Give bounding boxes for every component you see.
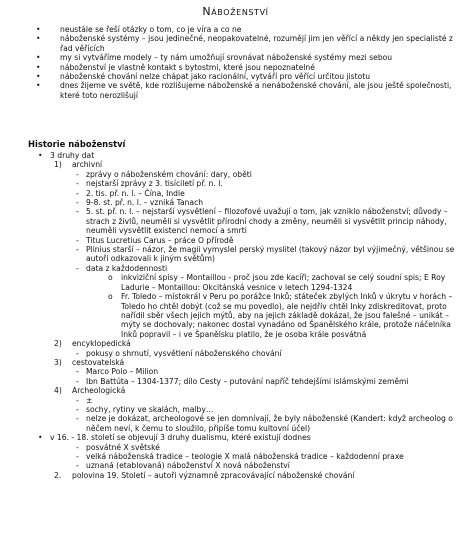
outline-item-text: cestovatelská (72, 357, 125, 367)
page-title: Náboženství (202, 5, 269, 18)
list-marker: - (76, 207, 79, 217)
list-marker: 1) (54, 160, 62, 170)
outline-item-text: Ibn Battúta – 1304-1377; dílo Cesty – putování napříč tehdejšími islámskými zeměmi (86, 376, 409, 386)
outline-item (28, 151, 460, 160)
outline-item (28, 452, 460, 461)
outline-item-text: data z každodennosti (86, 263, 168, 273)
outline-item-text: polovina 19. Století – autoři významně zpracovávající náboženské chování (72, 470, 355, 480)
outline-item (28, 443, 460, 452)
outline-item (28, 170, 460, 179)
outline-item-text: inkviziční spisy – Montaillou - proč jsou zde kacíři; zachoval se celý soudní spis; E Roy Ladurie – Montaillou: Okcitánská vesnice v letech 1294-1324 (121, 273, 446, 292)
list-marker: - (76, 188, 79, 198)
outline-item-text: nejstarší zprávy z 3. tisíciletí př. n. l. (86, 179, 223, 189)
list-marker: - (76, 179, 79, 189)
intro-list (28, 25, 458, 100)
outline-item-text: 2. tis. př. n. l. – Čína, Indie (86, 188, 185, 198)
intro-item: • náboženství je vlastně kontakt s bytostmi, které jsou nepoznatelné (36, 62, 315, 72)
outline-item (28, 245, 460, 264)
outline-item-text: Archeologická (72, 386, 126, 396)
outline-item-text: Marco Polo – Milion (86, 367, 159, 377)
list-marker: - (76, 452, 79, 461)
outline-item-text: zprávy o náboženském chování: dary, oběti (86, 169, 252, 179)
list-marker: - (76, 442, 79, 452)
outline-item (28, 386, 460, 395)
outline-item-text: sochy, rytiny ve skalách, malby… (86, 404, 214, 414)
list-marker: • (38, 151, 43, 160)
bullet-marker: • (36, 81, 41, 91)
list-marker: - (76, 414, 79, 424)
outline-item-text: encyklopedická (72, 339, 131, 349)
outline-item-text: ± (86, 395, 93, 405)
intro-item: • my si vytváříme modely – ty nám umožňují srovnávat náboženské systémy mezi sebou (36, 53, 393, 63)
outline-item (28, 198, 460, 207)
list-marker: o (108, 292, 113, 302)
outline-item (28, 367, 460, 376)
list-marker: 2) (54, 339, 62, 349)
outline-item (28, 189, 460, 198)
outline-item-text: Titus Lucretius Carus – práce O přírodě (86, 235, 234, 245)
section-heading: Historie náboženství (28, 139, 126, 149)
outline-item (28, 207, 460, 235)
outline-item (28, 273, 460, 292)
bullet-marker: • (36, 34, 41, 44)
intro-item: • dnes žijeme ve světě, kde rozlišujeme náboženské a nenáboženské chování, ale jsou ještě společnosti, které toto nerozlišují (36, 81, 452, 100)
outline-item-text: nelze je dokázat, archeologové se jen domnívají, že byly náboženské (Kandert: když archeolog o něčem neví, k čemu to sloužilo, připíše tomu kultovní účel) (86, 414, 453, 433)
list-marker: o (108, 273, 113, 283)
list-marker: • (38, 433, 43, 443)
outline-item-text: 5. st. př. n. l. – nejstarší vysvětlení – filozofové uvažují o tom, jak vzniklo náboženství; důvody – strach z živlů, neuměli si vysvětlit přírodní chody a změny, neuměli si vysvětlit princip náhody, neuměli vysvětlit existenci nemocí a smrti (86, 207, 448, 236)
outline-item-text: 3 druhy dat (50, 151, 95, 160)
outline-item (28, 349, 460, 358)
outline-item-text: v 16. - 18. století se objevují 3 druhy dualismu, které existují dodnes (50, 433, 311, 443)
outline-item (28, 179, 460, 188)
outline-item-text: Fr. Toledo – místokrál v Peru po porážce Inků; státeček zbylých Inků v úkrytu v horách – Toledo ho chtěl dobýt (což se mu povedlo), ale nejdřív chtěl Inky zdiskreditovat, proto nařídil sběr všech jejich mýtů, aby na jejich základě dokázal, že jsou falešné – unikát – mýty se dochovaly; nakonec dostal vynadáno od Španělského krále, protože náčelníka Inků popravil – i ve Španělsku platilo, že je osoba krále posvátná (121, 292, 453, 339)
list-marker: - (76, 235, 79, 245)
outline-item-text: 9-8. st. př. n. l. – vzniká Tanach (86, 198, 204, 208)
list-marker: - (76, 367, 79, 377)
outline-item (28, 160, 460, 169)
outline-item-text: archivní (72, 160, 103, 170)
outline-item-text: posvátné X světské (86, 442, 160, 452)
intro-item: • náboženské chování nelze chápat jako racionální, vytváří pro věřící určitou jistotu (36, 72, 371, 82)
outline-item (28, 292, 460, 339)
list-marker: - (76, 376, 79, 386)
outline-item (28, 377, 460, 386)
history-outline (28, 151, 460, 480)
outline-item (28, 358, 460, 367)
list-marker: - (76, 245, 79, 255)
list-marker: 3) (54, 357, 62, 367)
list-marker: - (76, 169, 79, 179)
outline-item (28, 264, 460, 273)
bullet-marker: • (36, 72, 41, 82)
outline-item (28, 405, 460, 414)
list-marker: - (76, 198, 79, 208)
list-marker: - (76, 395, 79, 405)
outline-item-text: uznaná (etablovaná) náboženství X nová náboženství (86, 461, 290, 471)
outline-item (28, 461, 460, 470)
list-marker: 2. (54, 470, 62, 480)
list-marker: - (76, 404, 79, 414)
outline-item (28, 339, 460, 348)
outline-item (28, 471, 460, 480)
bullet-marker: • (36, 62, 41, 72)
outline-item (28, 396, 460, 405)
list-marker: 4) (54, 386, 62, 396)
bullet-marker: • (36, 53, 41, 63)
list-marker: - (76, 348, 79, 358)
outline-item-text: velká náboženská tradice – teologie X malá náboženská tradice – každodenní praxe (86, 452, 404, 461)
list-marker: - (76, 461, 79, 471)
outline-item (28, 236, 460, 245)
outline-item-text: pokusy o shrnutí, vysvětlení náboženského chování (86, 348, 282, 358)
list-marker: - (76, 263, 79, 273)
outline-item (28, 433, 460, 442)
outline-item (28, 414, 460, 433)
intro-item: • neustále se řeší otázky o tom, co je víra a co ne (36, 25, 242, 34)
outline-item-text: Plinius starší – názor, že magii vymyslel perský myslitel (takový názor byl výjimečný, většinou se autoři odkazovali k jiným světům) (86, 245, 455, 264)
bullet-marker: • (36, 25, 41, 34)
intro-item: • náboženské systémy – jsou jedinečné, neopakovatelné, rozumějí jim jen věřící a někdy jen specialisté z řad věřících (36, 34, 453, 53)
